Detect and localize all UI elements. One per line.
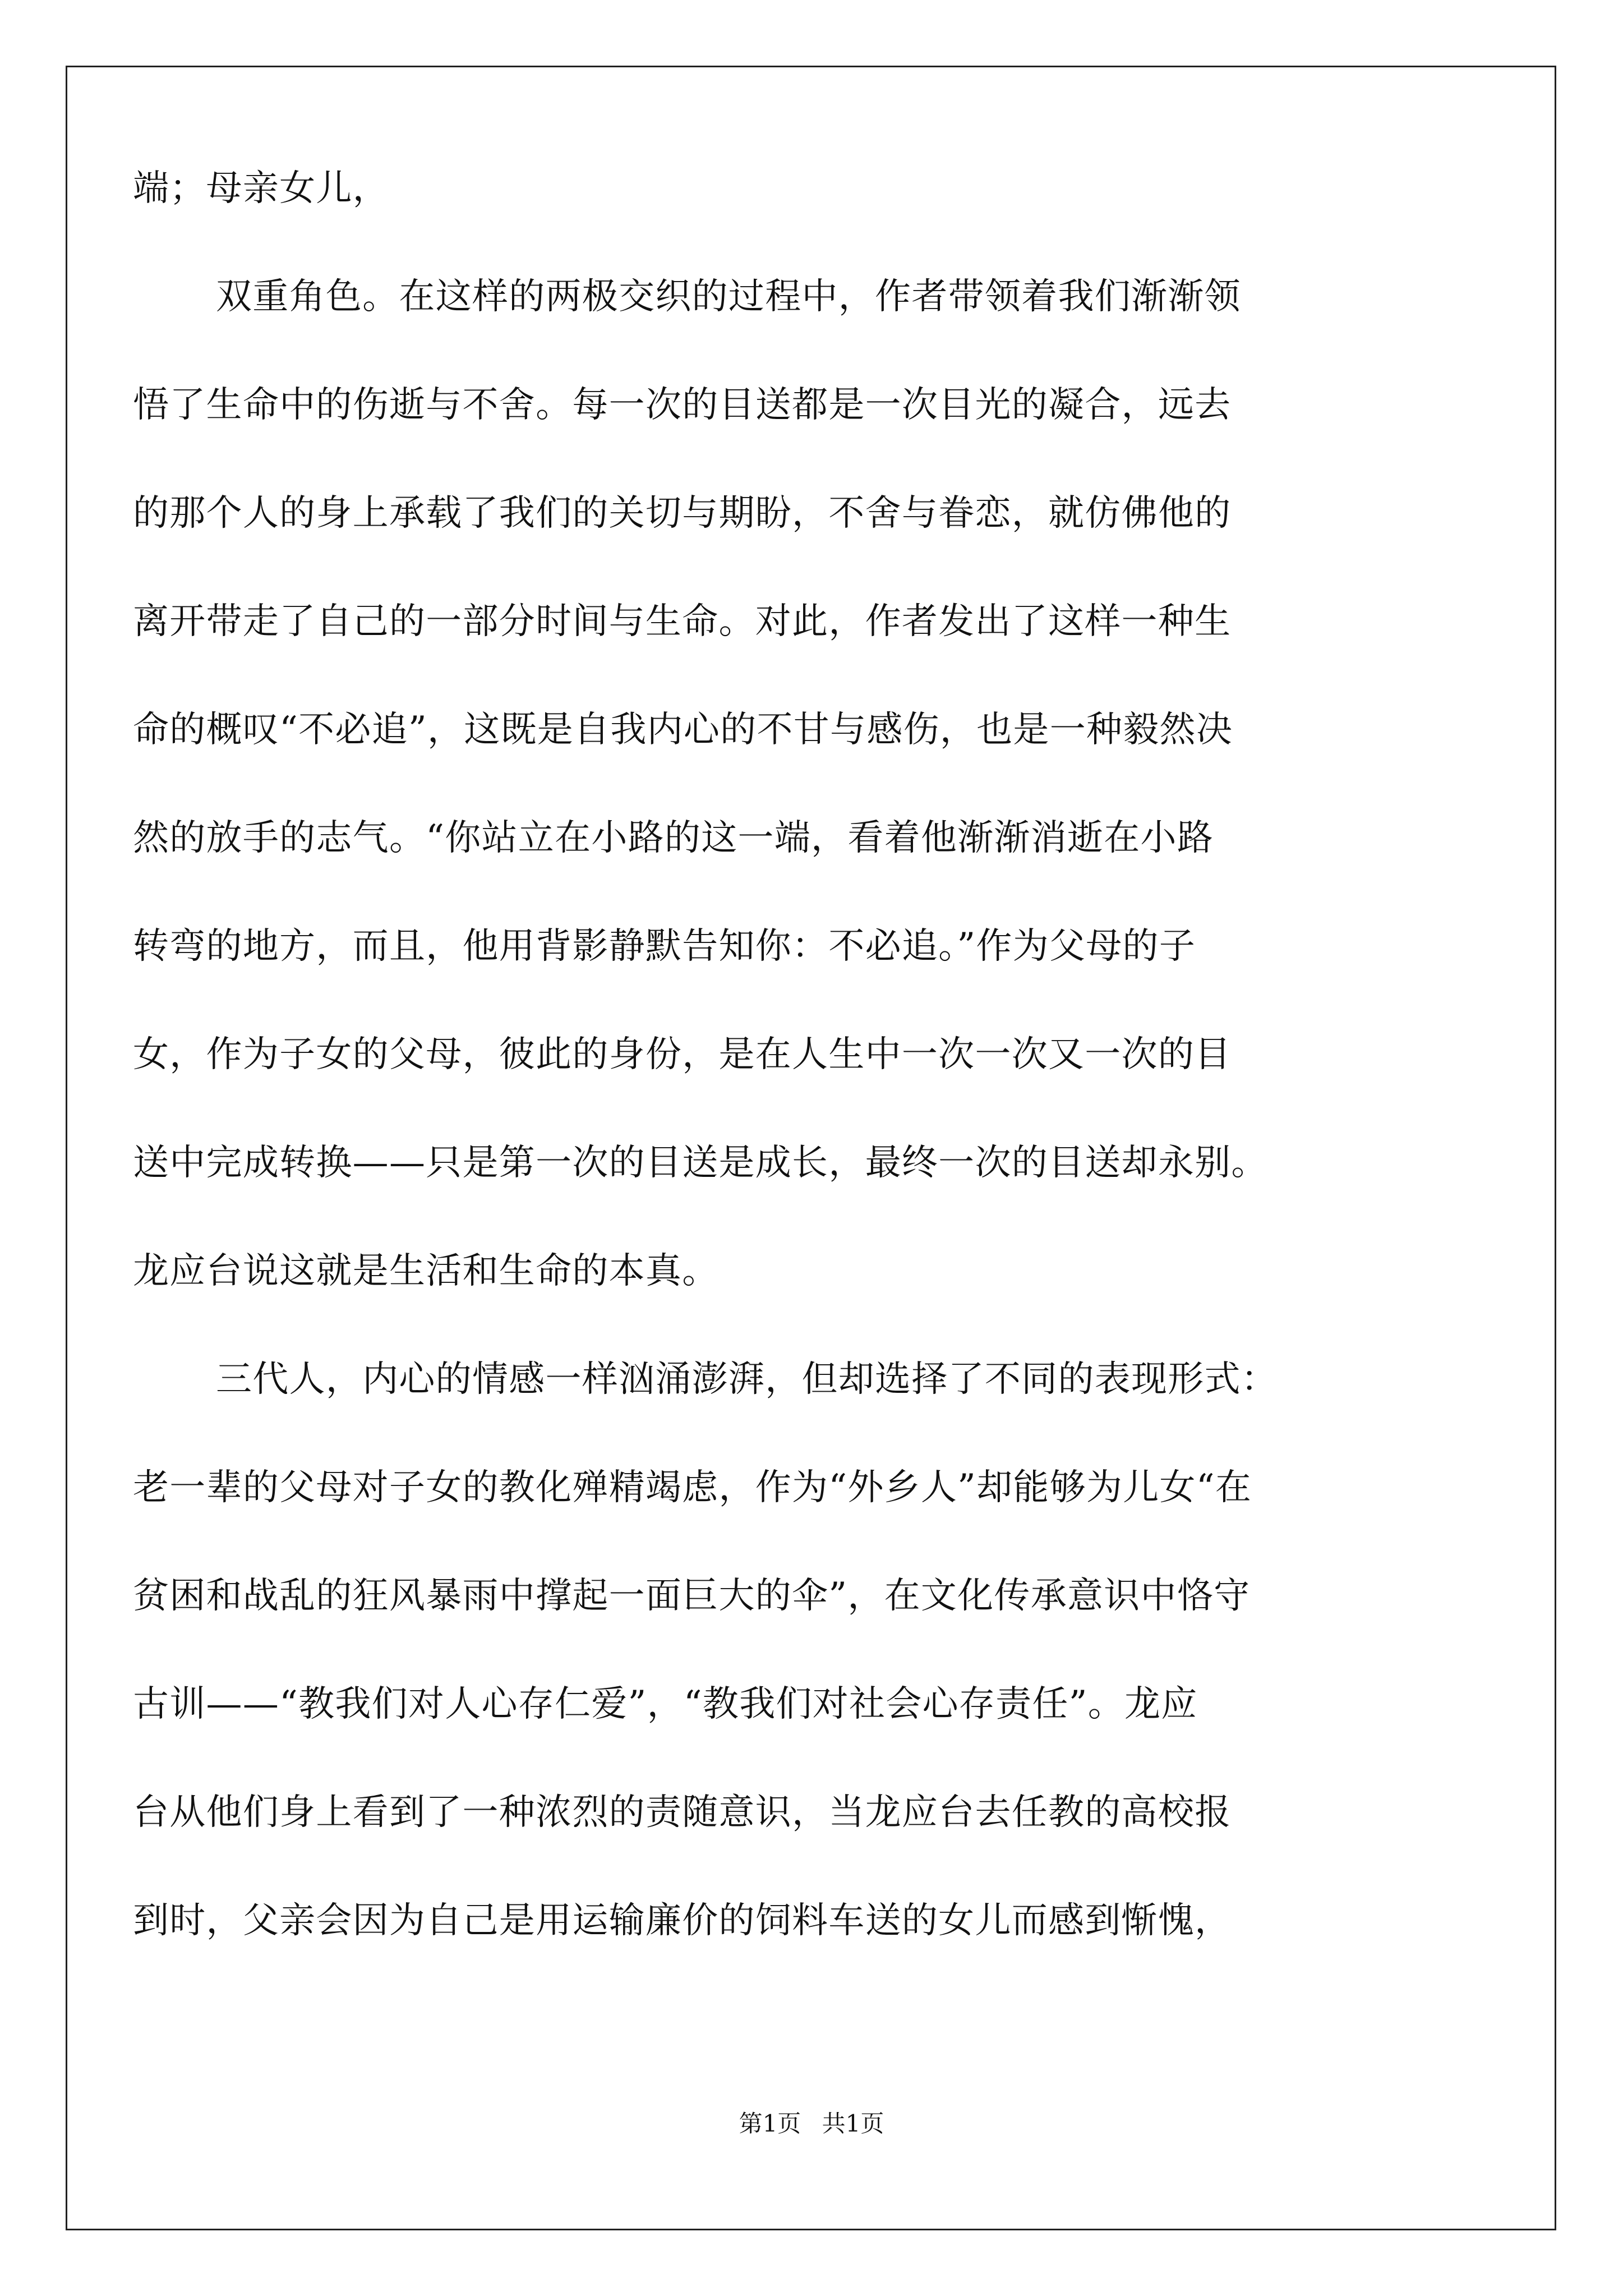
text-line: 端；母亲女儿， (133, 168, 389, 209)
text-line: 老一辈的父母对子女的教化殚精竭虑，作为“外乡人”却能够为儿女“在 (133, 1467, 1252, 1508)
page-number: 第1页 (739, 2110, 801, 2137)
paragraph-first-line: 三代人，内心的情感一样汹涌澎湃，但却选择了不同的表现形式： (216, 1359, 1278, 1400)
page-footer (0, 2108, 1623, 2139)
text-line: 离开带走了自己的一部分时间与生命。对此，作者发出了这样一种生 (133, 601, 1232, 642)
text-line: 古训——“教我们对人心存仁爱”，“教我们对社会心存责任”。龙应 (133, 1683, 1198, 1725)
text-line: 女，作为子女的父母，彼此的身份，是在人生中一次一次又一次的目 (133, 1034, 1232, 1075)
text-line: 到时，父亲会因为自己是用运输廉价的饲料车送的女儿而感到惭愧， (133, 1900, 1232, 1941)
text-line: 贫困和战乱的狂风暴雨中撑起一面巨大的伞”，在文化传承意识中恪守 (133, 1575, 1251, 1617)
document-body (133, 135, 1490, 1975)
page-total: 共1页 (822, 2110, 884, 2137)
text-line: 送中完成转换——只是第一次的目送是成长，最终一次的目送却永别。 (133, 1142, 1268, 1184)
text-line: 的那个人的身上承载了我们的关切与期盼，不舍与眷恋，就仿佛他的 (133, 493, 1232, 534)
text-line: 命的概叹“不必追”，这既是自我内心的不甘与感伤，也是一种毅然决 (133, 709, 1233, 751)
text-line: 台从他们身上看到了一种浓烈的责随意识，当龙应台去任教的高校报 (133, 1792, 1232, 1833)
text-line: 悟了生命中的伤逝与不舍。每一次的目送都是一次目光的凝合，远去 (133, 384, 1232, 426)
text-line: 转弯的地方，而且，他用背影静默告知你：不必追。”作为父母的子 (133, 926, 1196, 967)
paragraph-first-line: 双重角色。在这样的两极交织的过程中，作者带领着我们渐渐领 (216, 276, 1241, 318)
text-line: 龙应台说这就是生活和生命的本真。 (133, 1250, 719, 1292)
text-line: 然的放手的志气。“你站立在小路的这一端，看着他渐渐消逝在小路 (133, 817, 1214, 859)
